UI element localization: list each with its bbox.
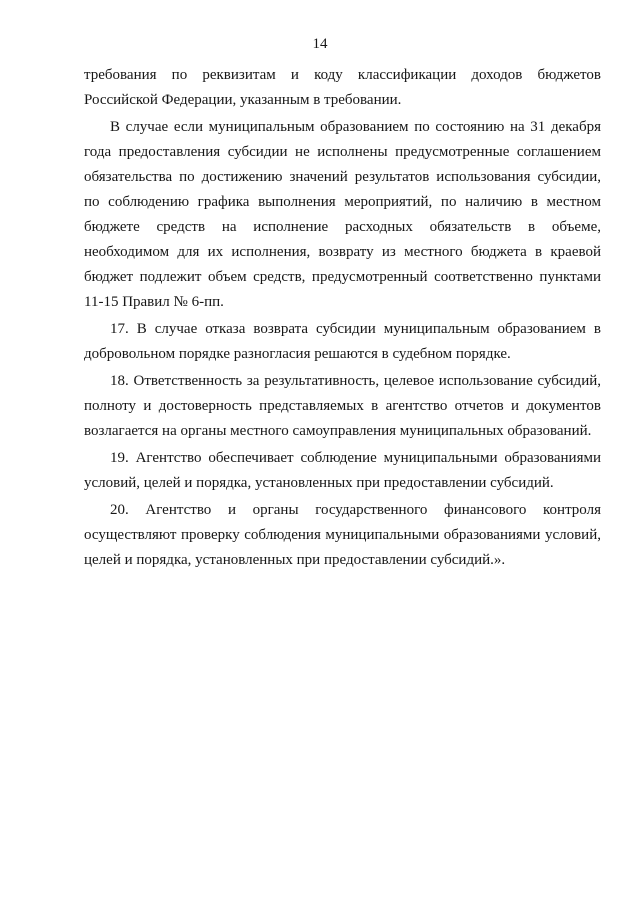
text-line: 20. Агентство и органы государственного финансового контроля	[110, 502, 601, 518]
text-line: возлагается на органы местного самоуправления муниципальных образований.	[84, 423, 592, 439]
text-line: целей и порядка, установленных при предоставлении субсидий.».	[84, 552, 506, 568]
text-line: требования по реквизитам и коду классификации доходов бюджетов	[84, 67, 601, 83]
text-line: 18. Ответственность за результативность, целевое использование субсидий,	[110, 373, 601, 389]
text-line: Российской Федерации, указанным в требовании.	[84, 92, 402, 108]
text-line: полноту и достоверность представляемых в агентство отчетов и документов	[84, 398, 601, 414]
text-line: необходимом для их исполнения, возврату из местного бюджета в краевой	[84, 244, 601, 260]
text-line: условий, целей и порядка, установленных при предоставлении субсидий.	[84, 475, 554, 491]
text-line: 19. Агентство обеспечивает соблюдение муниципальными образованиями	[110, 450, 601, 466]
text-line: В случае если муниципальным образованием по состоянию на 31 декабря	[110, 119, 601, 135]
text-line: осуществляют проверку соблюдения муниципальными образованиями условий,	[84, 527, 601, 543]
text-line: 11-15 Правил № 6-пп.	[84, 294, 224, 310]
text-line: 17. В случае отказа возврата субсидии муниципальным образованием в	[110, 321, 601, 337]
text-line: обязательства по достижению значений результатов использования субсидии,	[84, 169, 601, 185]
page-number: 14	[312, 36, 328, 52]
text-line: бюджете средств на исполнение расходных обязательств в объеме,	[84, 219, 601, 235]
text-line: года предоставления субсидии не исполнены предусмотренные соглашением	[84, 144, 601, 160]
text-line: по соблюдению графика выполнения мероприятий, по наличию в местном	[84, 194, 601, 210]
text-line: бюджет подлежит объем средств, предусмотренный соответственно пунктами	[84, 269, 601, 285]
text-line: добровольном порядке разногласия решаются в судебном порядке.	[84, 346, 511, 362]
